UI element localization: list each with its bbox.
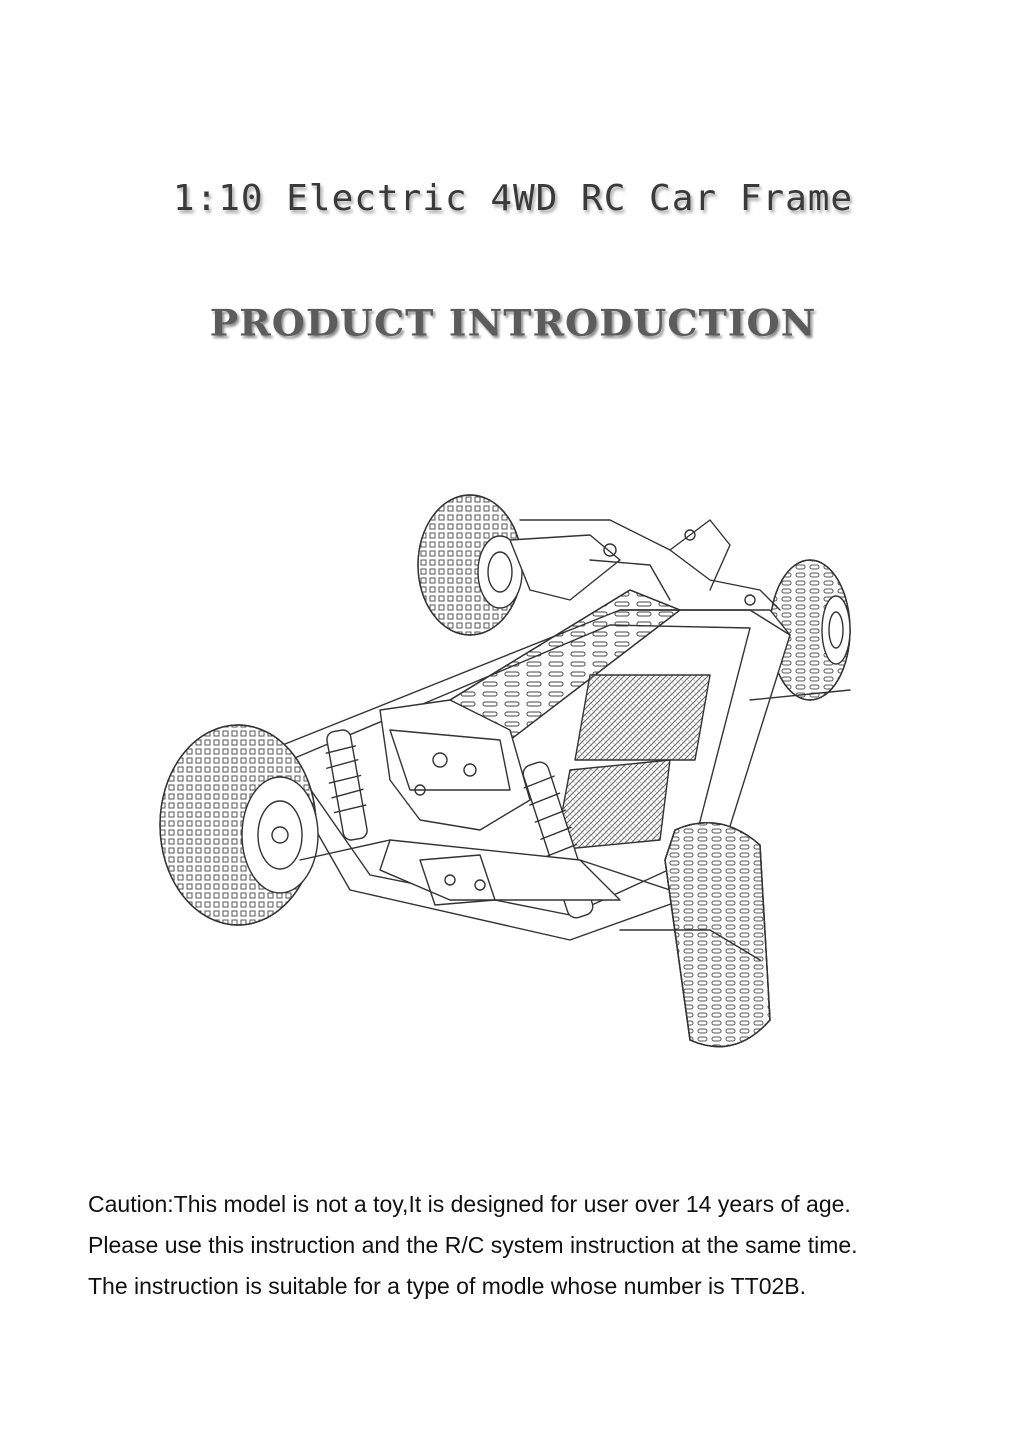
page-title: 1:10 Electric 4WD RC Car Frame xyxy=(172,178,854,219)
tire-rear-top-left xyxy=(418,495,522,635)
caution-line: Caution:This model is not a toy,It is designed for user over 14 years of age. xyxy=(88,1191,851,1217)
section-heading: PRODUCT INTRODUCTION xyxy=(209,301,817,344)
caution-line: Please use this instruction and the R/C system instruction at the same time. xyxy=(88,1232,858,1258)
tire-front-left xyxy=(160,725,318,925)
caution-text-block xyxy=(88,1184,968,1307)
rc-car-chassis-svg xyxy=(150,460,880,1070)
rc-car-chassis-sketch-icon xyxy=(150,460,880,1070)
caution-line: The instruction is suitable for a type of modle whose number is TT02B. xyxy=(88,1273,807,1299)
